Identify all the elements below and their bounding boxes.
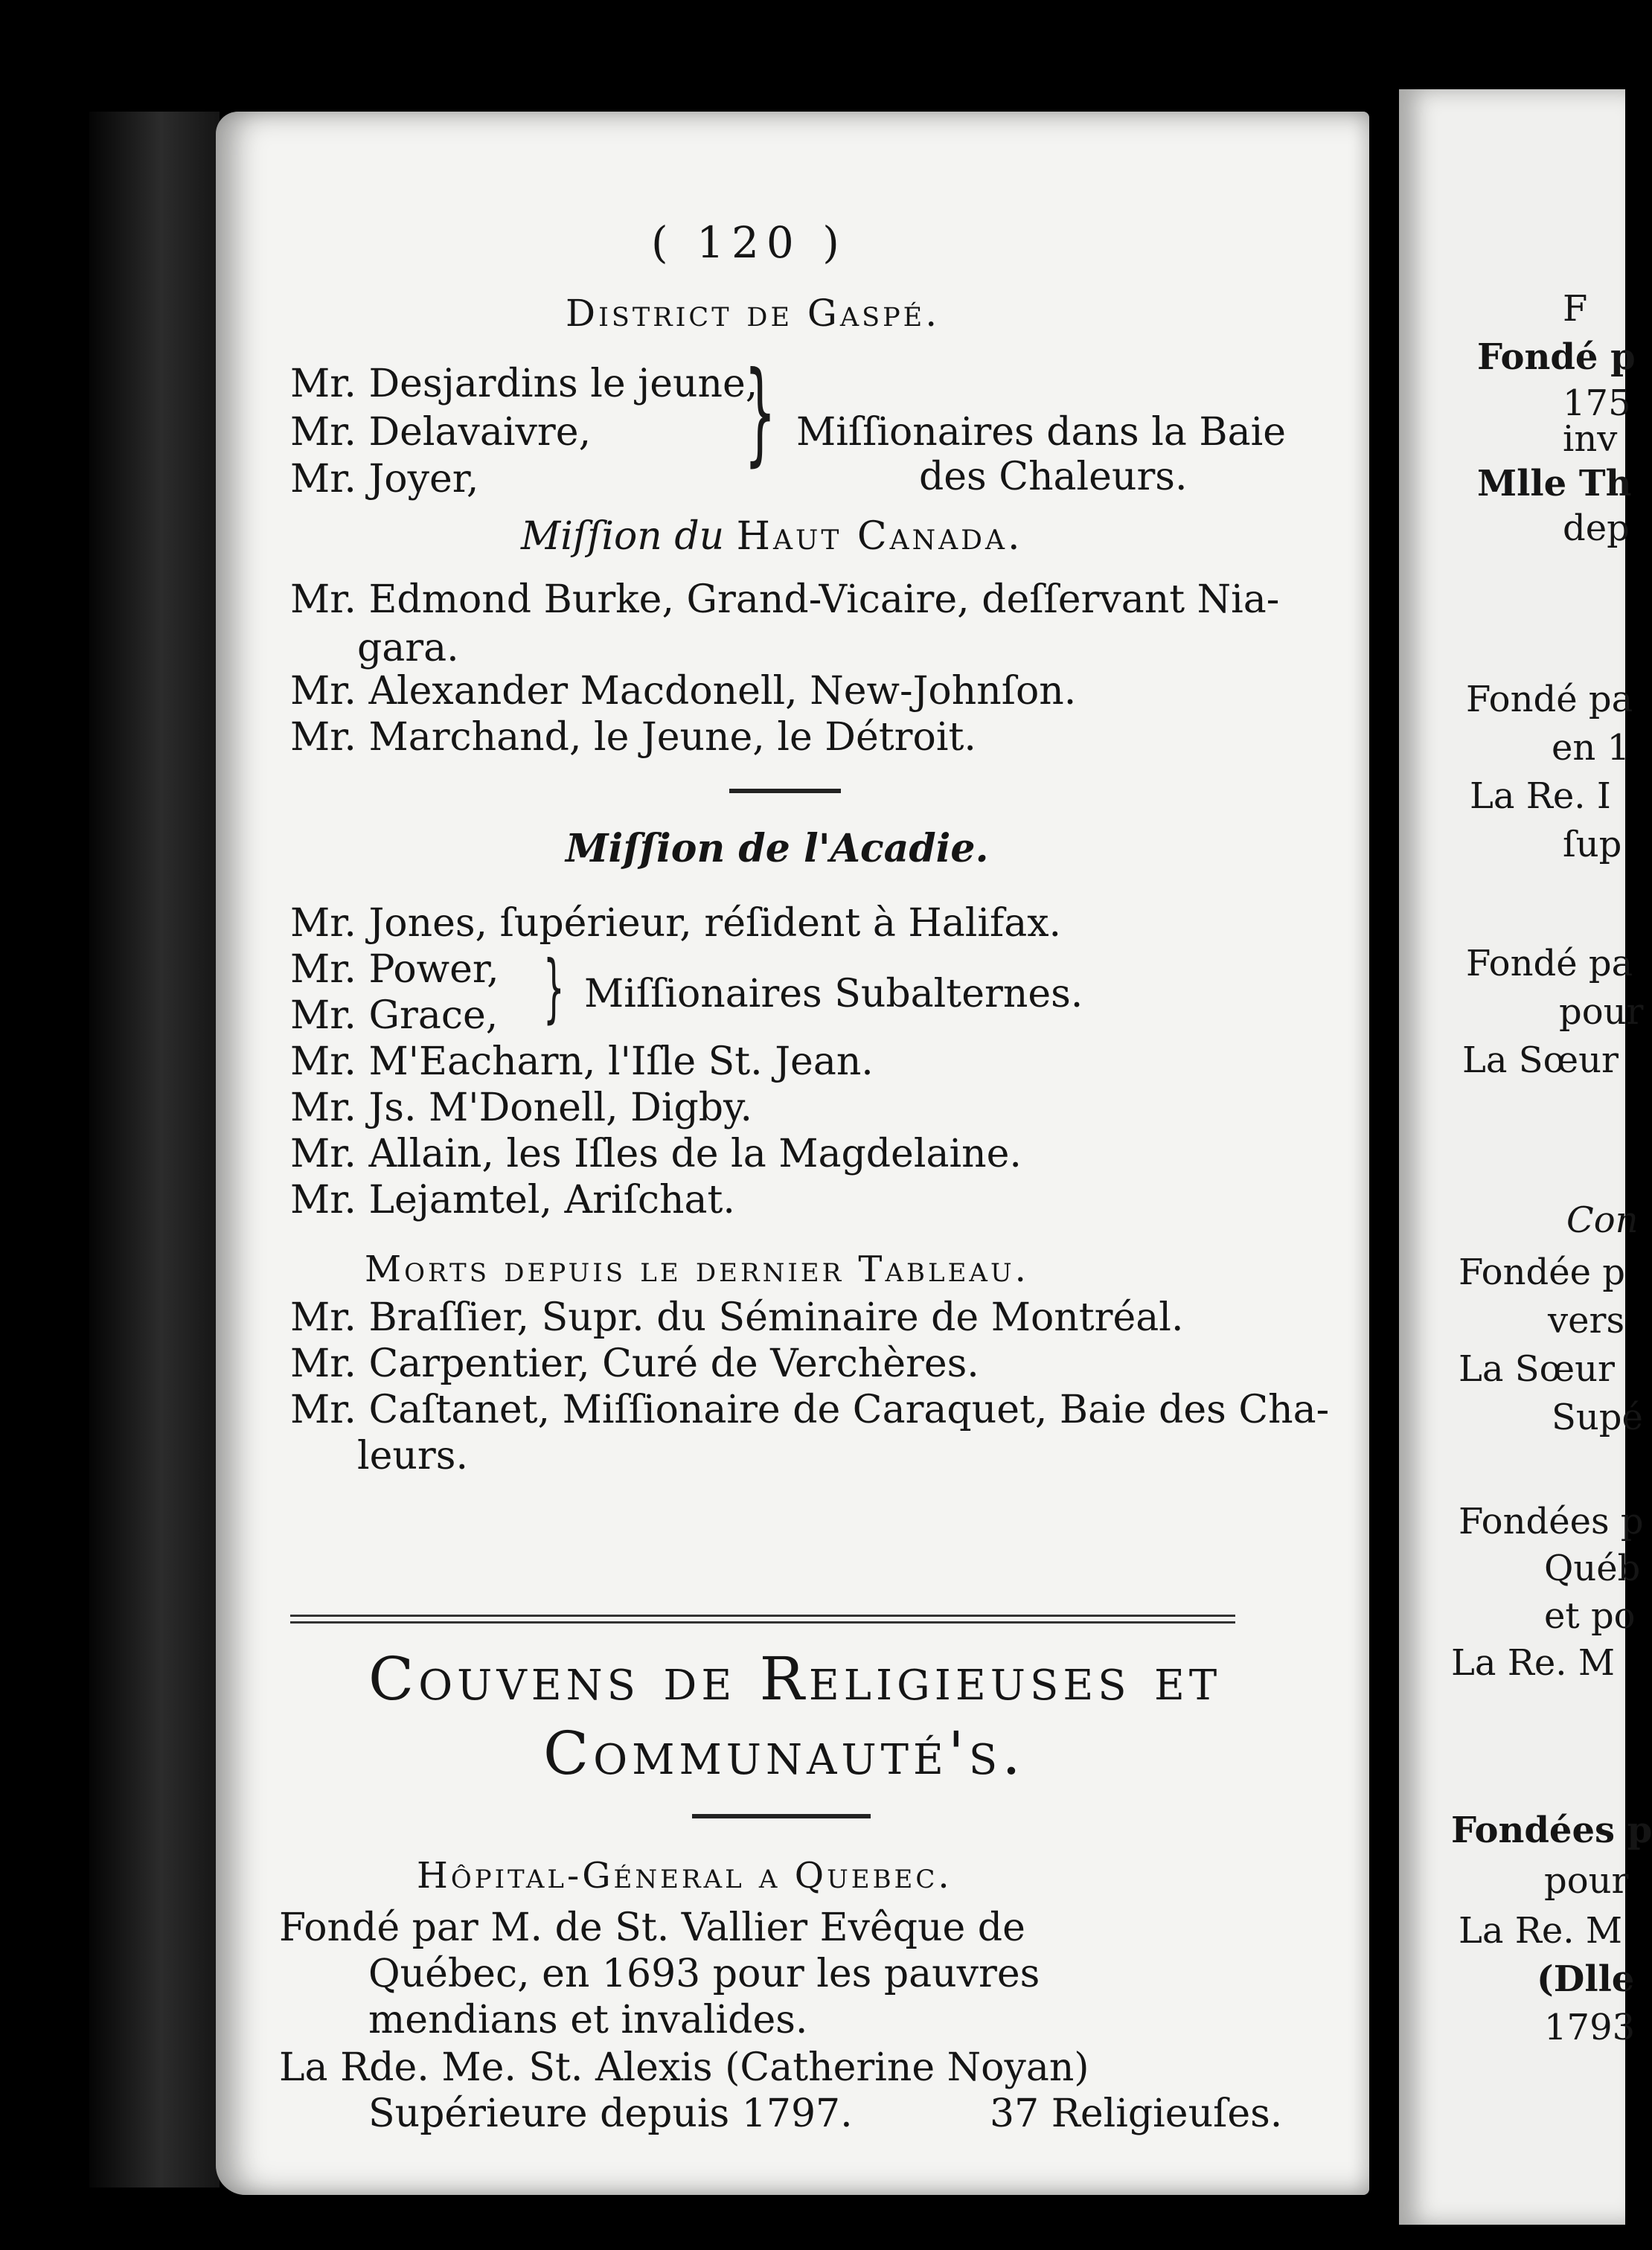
hopital-text-line: La Rde. Me. St. Alexis (Catherine Noyan)	[279, 2045, 1089, 2090]
gaspe-bracket-line-1: Miſſionaires dans la Baie	[796, 410, 1287, 455]
book-spine-edge	[89, 112, 220, 2188]
acadie-entry: Mr. Js. M'Donell, Digby.	[290, 1086, 753, 1130]
acadie-entry: Mr. M'Eacharn, l'Iſle St. Jean.	[290, 1039, 874, 1084]
acadie-entry: Mr. Allain, les Iſles de la Magdelaine.	[290, 1132, 1022, 1176]
right-page-line: dep	[1563, 507, 1630, 549]
haut-canada-entry: gara.	[357, 626, 459, 670]
district-header: District de Gaspé.	[566, 292, 941, 335]
right-page-line: La Re. M	[1451, 1642, 1615, 1684]
morts-header: Morts depuis le dernier Tableau.	[365, 1249, 1029, 1290]
page-number: ( 120 )	[651, 217, 847, 268]
hopital-text-line: mendians et invalides.	[368, 1998, 808, 2042]
haut-canada-header	[521, 513, 1023, 560]
right-page-line: Mlle Th	[1477, 463, 1632, 504]
left-page	[216, 112, 1369, 2195]
right-page-line: en 1	[1552, 727, 1630, 769]
right-page-line: inv	[1563, 418, 1618, 460]
right-page-line: (Dlle	[1537, 1958, 1635, 2000]
right-page-line: Fondées p	[1459, 1501, 1644, 1542]
hopital-text-line: Québec, en 1693 pour les pauvres	[368, 1952, 1040, 1996]
gaspe-brace: }	[744, 348, 776, 478]
morts-entry: Mr. Caſtanet, Miſſionaire de Caraquet, Baie des Cha-	[290, 1388, 1330, 1432]
right-page-line: Supé	[1552, 1397, 1643, 1438]
haut-canada-header-caps: Haut Canada.	[736, 514, 1023, 559]
right-page-line: La Sœur	[1462, 1039, 1619, 1081]
morts-entry: Mr. Braſſier, Supr. du Séminaire de Montréal.	[290, 1295, 1184, 1340]
right-page-line: Fondé pa	[1466, 679, 1633, 720]
right-page-line: F	[1563, 288, 1588, 330]
gaspe-entry-1: Mr. Desjardins le jeune,	[290, 362, 758, 406]
gaspe-entry-3: Mr. Joyer,	[290, 457, 479, 501]
acadie-power: Mr. Power,	[290, 947, 499, 992]
gaspe-entry-2: Mr. Delavaivre,	[290, 410, 592, 455]
title-divider	[692, 1814, 871, 1818]
haut-canada-entry: Mr. Marchand, le Jeune, le Détroit.	[290, 715, 976, 760]
right-page-line: Fondée p	[1459, 1251, 1626, 1293]
haut-canada-header-italic: Miſſion du	[521, 514, 725, 559]
right-page-line: 175	[1563, 382, 1631, 424]
right-page-line: Fondé p	[1477, 336, 1636, 378]
right-page-line: La Re. M	[1459, 1910, 1622, 1952]
right-page-line: Con	[1566, 1199, 1639, 1241]
right-page-line: La Sœur	[1459, 1348, 1615, 1390]
right-page-line: et po	[1544, 1595, 1636, 1637]
hopital-text-line: Fondé par M. de St. Vallier Evêque de	[279, 1906, 1025, 1950]
acadie-entry: Mr. Lejamtel, Ariſchat.	[290, 1178, 735, 1222]
gaspe-bracket-line-2: des Chaleurs.	[919, 455, 1188, 499]
right-page-line: ſup	[1563, 824, 1622, 865]
morts-entry: Mr. Carpentier, Curé de Verchères.	[290, 1342, 979, 1386]
right-page-line: Québ	[1544, 1548, 1641, 1589]
hopital-header: Hôpital-Géneral a Quebec.	[417, 1855, 953, 1897]
acadie-grace: Mr. Grace,	[290, 993, 499, 1038]
acadie-subalternes: Miſſionaires Subalternes.	[584, 972, 1083, 1016]
book-gutter	[1369, 89, 1399, 2232]
haut-canada-entry: Mr. Alexander Macdonell, New-Johnſon.	[290, 669, 1077, 714]
right-page-line: La Re. I	[1470, 775, 1611, 817]
right-page-line: Fondé pa	[1466, 943, 1633, 984]
right-page-line: 1793	[1544, 2007, 1636, 2048]
right-page-line: pour	[1559, 991, 1644, 1033]
hopital-text-line: Supérieure depuis 1797.	[368, 2092, 853, 2136]
right-page-line: vers	[1548, 1300, 1625, 1342]
acadie-entry: Mr. Jones, ſupérieur, réſident à Halifax.	[290, 901, 1062, 946]
acadie-brace: }	[543, 944, 565, 1031]
right-page-line: Fondées p	[1451, 1810, 1652, 1851]
hopital-religieuses-count: 37 Religieuſes.	[990, 2092, 1283, 2136]
haut-canada-entry: Mr. Edmond Burke, Grand-Vicaire, deſſervant Nia-	[290, 577, 1280, 622]
section-divider	[729, 789, 841, 793]
right-page-line: pour	[1544, 1860, 1629, 1902]
acadie-header: Miſſion de l'Acadie.	[566, 826, 989, 871]
morts-entry: leurs.	[357, 1434, 468, 1478]
right-page-cropped	[1399, 89, 1652, 2225]
couvens-title-line-1: Couvens de Religieuses et	[368, 1644, 1222, 1714]
couvens-title-line-2: Communauté's.	[543, 1719, 1025, 1788]
double-rule-divider	[290, 1615, 1235, 1624]
